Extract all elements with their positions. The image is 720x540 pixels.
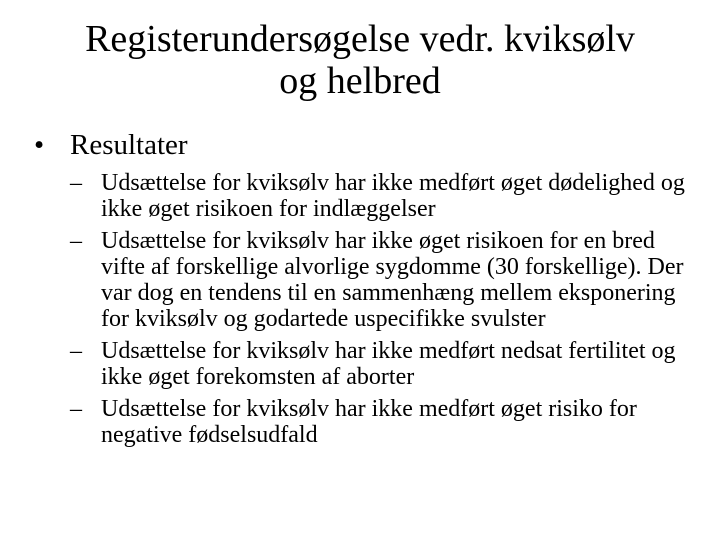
title-line-2: og helbred [279, 60, 441, 102]
title-line-1: Registerundersøgelse vedr. kviksølv [85, 18, 635, 60]
dash-icon: – [70, 170, 82, 196]
bullet-icon: • [34, 129, 45, 161]
list-item-text: Udsættelse for kviksølv har ikke medført øget dødelighed og ikke øget risikoen for indlæggelser [101, 170, 685, 222]
list-item [70, 228, 690, 332]
dash-icon: – [70, 228, 82, 254]
list-item [70, 338, 690, 390]
list-item-text: Udsættelse for kviksølv har ikke medført nedsat fertilitet og ikke øget forekomsten af aborter [101, 338, 676, 390]
section-heading: Resultater [70, 129, 188, 161]
dash-icon: – [70, 396, 82, 422]
list-item-text: Udsættelse for kviksølv har ikke medført øget risiko for negative fødselsudfald [101, 396, 637, 448]
list-item-text: Udsættelse for kviksølv har ikke øget risikoen for en bred vifte af forskellige alvorlige sygdomme (30 forskellige). Der var dog en tendens til en sammenhæng mellem eksponering for kviksølv og godartede uspecifikke svulster [101, 228, 684, 332]
list-item [70, 396, 690, 448]
result-list [70, 170, 690, 454]
slide-title [40, 18, 680, 102]
list-item [70, 170, 690, 222]
section-bullet [30, 128, 188, 162]
dash-icon: – [70, 338, 82, 364]
